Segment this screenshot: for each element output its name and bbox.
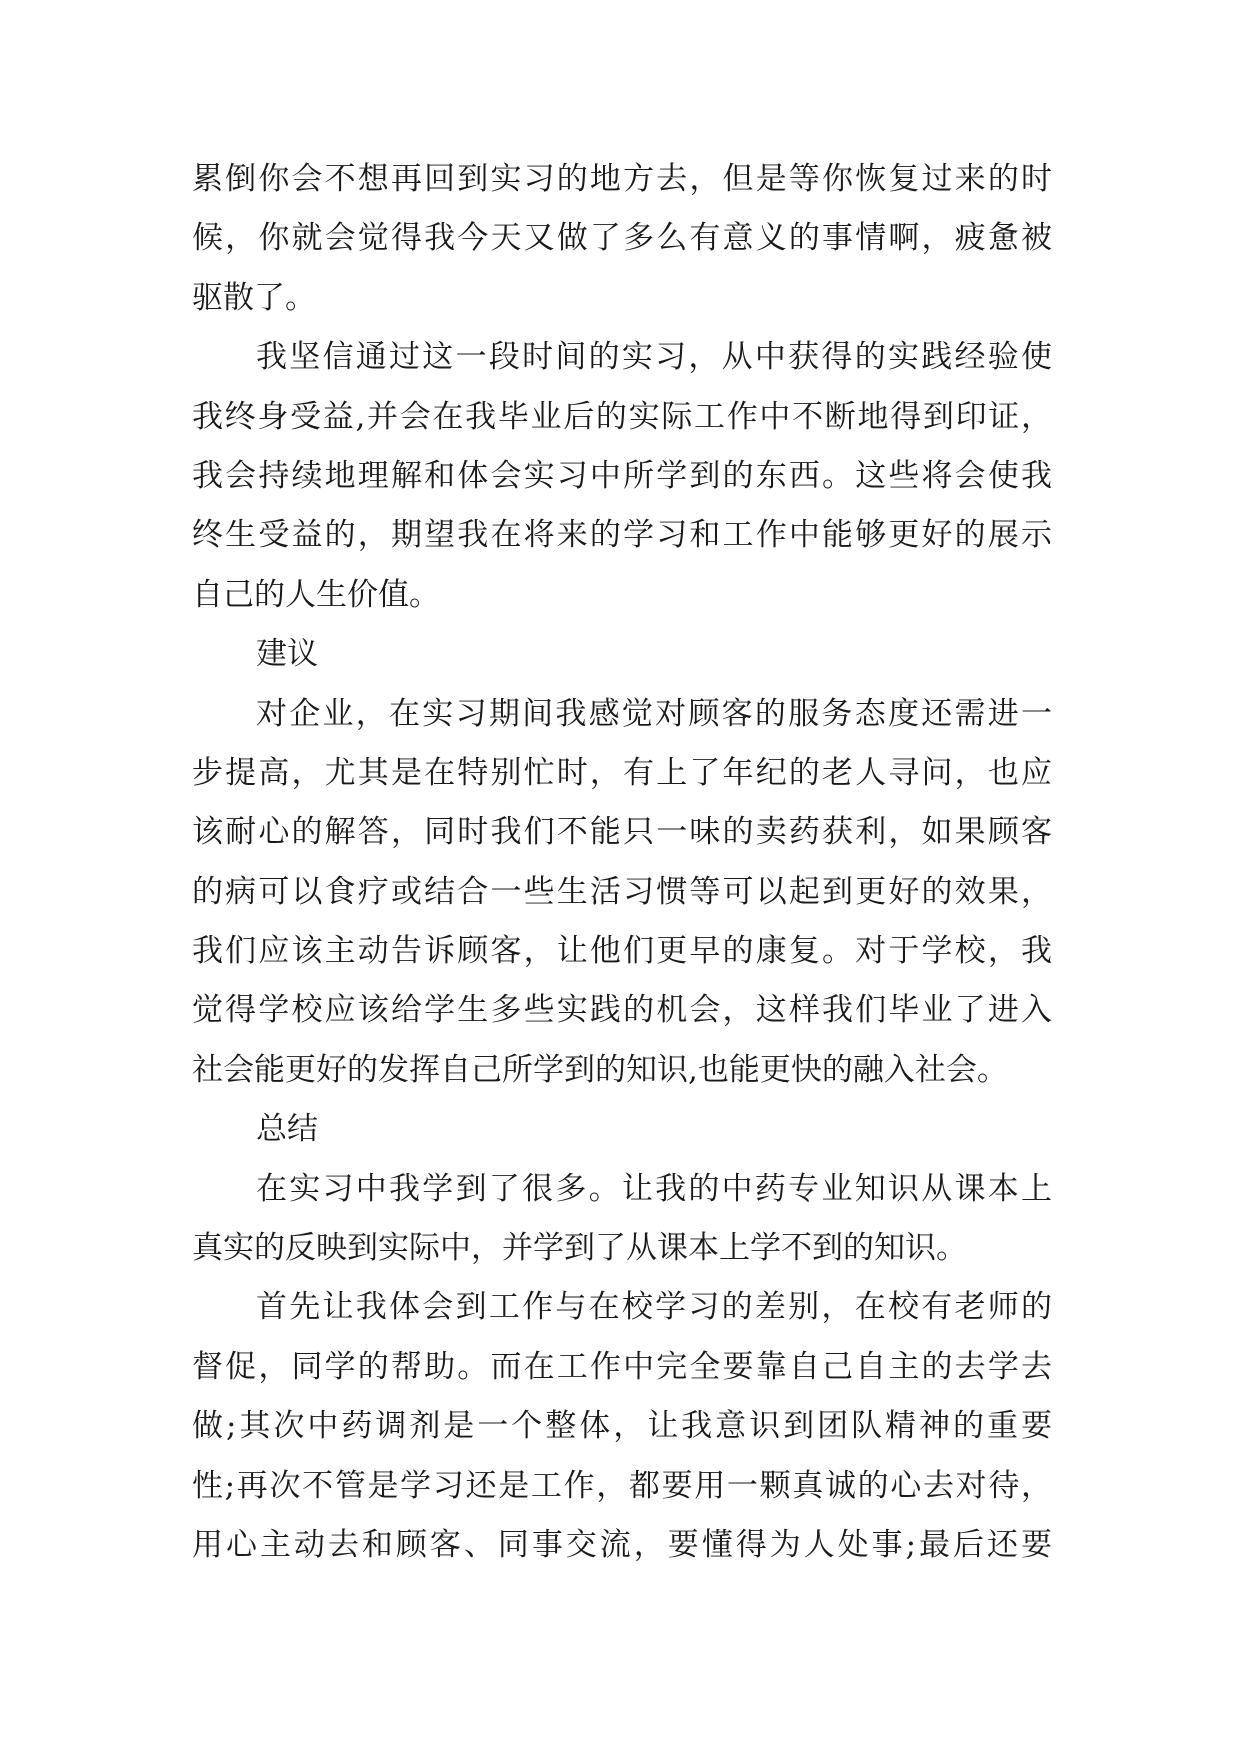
paragraph-1-line-1: 累倒你会不想再回到实习的地方去，但是等你恢复过来的时 xyxy=(192,161,1052,197)
section-heading-suggestions: 建议 xyxy=(256,636,318,673)
paragraph-4-line-2: 真实的反映到实际中，并学到了从课本上学不到的知识。 xyxy=(192,1230,967,1267)
paragraph-5-line-1: 首先让我体会到工作与在校学习的差别，在校有老师的 xyxy=(256,1289,1052,1326)
section-heading-summary: 总结 xyxy=(256,1111,318,1148)
document-body xyxy=(192,150,1052,1575)
paragraph-3-line-6: 觉得学校应该给学生多些实践的机会，这样我们毕业了进入 xyxy=(192,992,1052,1029)
paragraph-4-line-1: 在实习中我学到了很多。让我的中药专业知识从课本上 xyxy=(256,1170,1052,1207)
paragraph-3-line-4: 的病可以食疗或结合一些生活习惯等可以起到更好的效果， xyxy=(192,873,1052,910)
paragraph-1-line-3: 驱散了。 xyxy=(192,279,316,316)
paragraph-3-line-5: 我们应该主动告诉顾客，让他们更早的康复。对于学校，我 xyxy=(192,933,1052,970)
paragraph-5-line-2: 督促，同学的帮助。而在工作中完全要靠自己自主的去学去 xyxy=(192,1348,1052,1385)
paragraph-3-line-3: 该耐心的解答，同时我们不能只一味的卖药获利，如果顾客 xyxy=(192,814,1052,851)
paragraph-1-line-2: 候，你就会觉得我今天又做了多么有意义的事情啊，疲惫被 xyxy=(192,220,1052,257)
paragraph-5-line-5: 用心主动去和顾客、同事交流，要懂得为人处事;最后还要 xyxy=(192,1526,1052,1563)
paragraph-3-line-1: 对企业，在实习期间我感觉对顾客的服务态度还需进一 xyxy=(256,695,1052,732)
paragraph-2-line-5: 自己的人生价值。 xyxy=(192,576,440,613)
paragraph-2-line-4: 终生受益的，期望我在将来的学习和工作中能够更好的展示 xyxy=(192,517,1052,554)
paragraph-5-line-4: 性;再次不管是学习还是工作，都要用一颗真诚的心去对待， xyxy=(192,1467,1052,1504)
paragraph-2-line-1: 我坚信通过这一段时间的实习，从中获得的实践经验使 xyxy=(256,339,1052,376)
paragraph-2-line-2: 我终身受益,并会在我毕业后的实际工作中不断地得到印证， xyxy=(192,398,1052,435)
paragraph-5-line-3: 做;其次中药调剂是一个整体，让我意识到团队精神的重要 xyxy=(192,1408,1052,1445)
paragraph-2-line-3: 我会持续地理解和体会实习中所学到的东西。这些将会使我 xyxy=(192,457,1052,494)
paragraph-3-line-2: 步提高，尤其是在特别忙时，有上了年纪的老人寻问，也应 xyxy=(192,754,1052,791)
paragraph-3-line-7: 社会能更好的发挥自己所学到的知识,也能更快的融入社会。 xyxy=(192,1051,1008,1088)
